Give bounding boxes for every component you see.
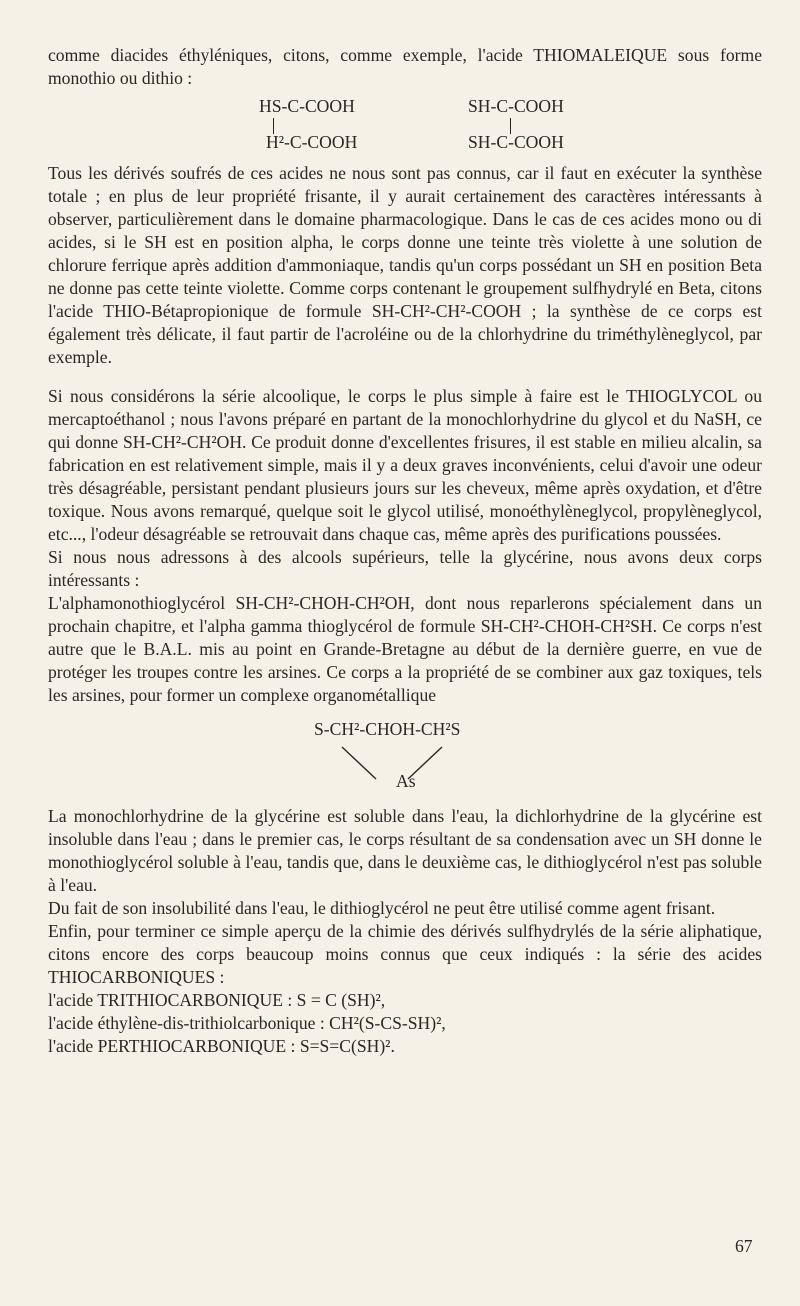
- formula-monothio-top: HS-C-COOH: [259, 96, 355, 116]
- arsenic-complex-formula: [48, 709, 762, 805]
- complex-bonds: [328, 745, 458, 785]
- paragraph-thiocarbonic: Enfin, pour terminer ce simple aperçu de la chimie des dérivés sulfhydrylés de la série aliphatique, citons encore des corps beaucoup moins connus que ceux indiqués : la série des acides THIOCARBONIQUES :: [48, 921, 762, 987]
- formula-monothio-bottom: H²-C-COOH: [266, 132, 358, 152]
- complex-formula-arsenic: As: [396, 771, 416, 791]
- page-content: [48, 44, 762, 1058]
- paragraph-thioglycol: Si nous considérons la série alcoolique, le corps le plus simple à faire est le THIOGLYCOL ou mercaptoéthanol ; nous l'avons préparé en partant de la monochlorhydrine du glycol et du NaSH, ce qui donne SH-CH²-CH²OH. Ce produit donne d'excellentes frisures, il est stable en milieu alcalin, sa fabrication en est relativement simple, mais il y a deux graves inconvénients, celui d'avoir une odeur très désagréable, persistant pendant plusieurs jours sur les cheveux, même après oxydation, et d'être toxique. Nous avons remarqué, quelque soit le glycol utilisé, monoéthylèneglycol, propylèneglycol, etc..., l'odeur désagréable se retrouvait dans chaque cas, même après des purifications poussées.: [48, 386, 762, 544]
- page-number: 67: [735, 1236, 753, 1256]
- line-perthiocarbonic: l'acide PERTHIOCARBONIQUE : S=S=C(SH)².: [48, 1036, 395, 1056]
- paragraph-bal: L'alphamonothioglycérol SH-CH²-CHOH-CH²OH, dont nous reparlerons spécialement dans un prochain chapitre, et l'alpha gamma thioglycérol de formule SH-CH²-CHOH-CH²SH. Ce corps n'est autre que le B.A.L. mis au point en Grande-Bretagne au début de la dernière guerre, en vue de protéger les troupes contre les arsines. Ce corps a la propriété de se combiner aux gaz toxiques, tels les arsines, pour former un complexe organométallique: [48, 593, 762, 705]
- thiomaleic-formulas: [48, 94, 762, 156]
- paragraph-intro: comme diacides éthyléniques, citons, comme exemple, l'acide THIOMALEIQUE sous forme monothio ou dithio :: [48, 45, 762, 88]
- paragraph-insolubility: Du fait de son insolubilité dans l'eau, le dithioglycérol ne peut être utilisé comme agent frisant.: [48, 898, 716, 918]
- line-ethylene-trithiol: l'acide éthylène-dis-trithiolcarbonique : CH²(S-CS-SH)²,: [48, 1013, 446, 1033]
- formula-dithio-bottom: SH-C-COOH: [468, 132, 564, 152]
- paragraph-glycerine: Si nous nous adressons à des alcools supérieurs, telle la glycérine, nous avons deux corps intéressants :: [48, 547, 762, 590]
- complex-formula-top: S-CH²-CHOH-CH²S: [314, 719, 461, 739]
- line-trithiocarbonic: l'acide TRITHIOCARBONIQUE : S = C (SH)²,: [48, 990, 386, 1010]
- formula-dithio-top: SH-C-COOH: [468, 96, 564, 116]
- paragraph-acids: Tous les dérivés soufrés de ces acides ne nous sont pas connus, car il faut en exécuter la synthèse totale ; en plus de leur propriété frisante, il y aurait certainement des caractères intéressants à observer, particulièrement dans le domaine pharmacologique. Dans le cas de ces acides mono ou di acides, si le SH est en position alpha, le corps donne une teinte très violette à une solution de chlorure ferrique après addition d'ammoniaque, tandis qu'un corps possédant un SH en position Beta ne donne pas cette teinte violette. Comme corps contenant le groupement sulfhydrylé en Beta, citons l'acide THIO-Bétapropionique de formule SH-CH²-CH²-COOH ; la synthèse de ce corps est également très délicate, il faut partir de l'acroléine ou de la chlorhydrine du triméthylèneglycol, par exemple.: [48, 163, 762, 367]
- paragraph-solubility: La monochlorhydrine de la glycérine est soluble dans l'eau, la dichlorhydrine de la glycérine est insoluble dans l'eau ; dans le premier cas, le corps résultant de sa condensation avec un SH donne le monothioglycérol soluble à l'eau, tandis que, dans le deuxième cas, le dithioglycérol n'est pas soluble à l'eau.: [48, 806, 762, 895]
